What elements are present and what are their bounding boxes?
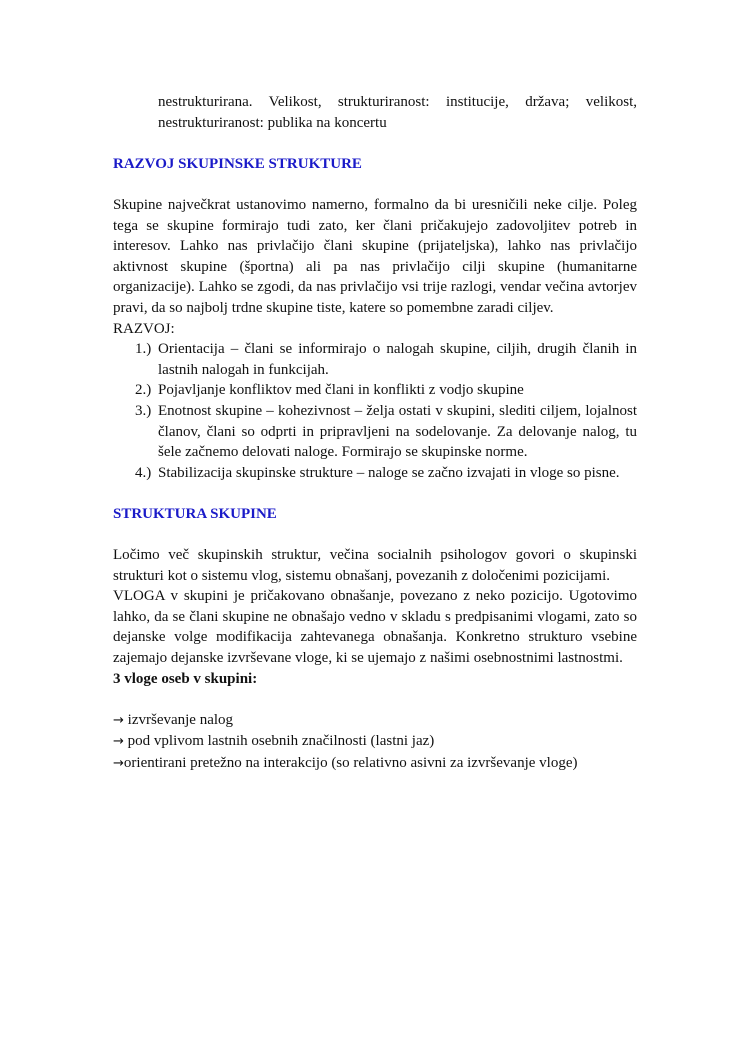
list-item: [113, 753, 637, 775]
list-text: Pojavljanje konfliktov med člani in konflikti z vodjo skupine: [158, 382, 524, 399]
arrow-right-icon: →: [113, 712, 124, 728]
arrow-right-icon: →: [113, 756, 124, 771]
list-item: [113, 401, 637, 463]
list-number: 2.): [135, 382, 152, 399]
list-item: [113, 463, 637, 484]
roles-title: 3 vloge oseb v skupini:: [113, 670, 258, 687]
roles-list: [113, 710, 637, 775]
list-text: pod vplivom lastnih osebnih značilnosti (lastni jaz): [123, 733, 435, 750]
razvoj-steps-list: [113, 339, 637, 483]
section-heading-razvoj: RAZVOJ SKUPINSKE STRUKTURE: [113, 155, 362, 172]
struktura-paragraph-1: Ločimo več skupinskih struktur, večina socialnih psihologov govori o skupinski strukturi kot o sistemu vlog, sistemu obnašanj, povezanih z določenimi pozicijami.: [113, 547, 637, 584]
list-item: [113, 710, 637, 732]
list-item: [113, 339, 637, 380]
list-item: [113, 380, 637, 401]
list-item: [113, 731, 637, 753]
list-number: 1.): [135, 341, 152, 358]
document-page: [113, 92, 637, 775]
list-number: 4.): [135, 464, 152, 481]
list-text: Enotnost skupine – kohezivnost – želja ostati v skupini, slediti ciljem, lojalnost članov, člani so odprti in pripravljeni na sodelovanje. Za delovanje nalog, tu šele začnemo delovati naloge. Formirajo se skupinske norme.: [158, 402, 637, 461]
list-text: Orientacija – člani se informirajo o nalogah skupine, ciljih, drugih članih in lastnih nalogah in funkcijah.: [158, 341, 637, 378]
continuation-paragraph: nestrukturirana. Velikost, strukturiranost: institucije, država; velikost, nestrukturiranost: publika na koncertu: [158, 94, 637, 131]
arrow-right-icon: →: [113, 734, 124, 750]
list-text: orientirani pretežno na interakcijo (so relativno asivni za izvrševanje vloge): [123, 755, 578, 771]
list-text: Stabilizacija skupinske strukture – naloge se začno izvajati in vloge so pisne.: [158, 464, 620, 481]
struktura-paragraph-2: VLOGA v skupini je pričakovano obnašanje, povezano z neko pozicijo. Ugotovimo lahko, da se člani skupine ne obnašajo vedno v skladu s predpisanimi vlogami, zato so dejanske volge modifikacija zahtevanega obnašanja. Konkretno strukturo vsebine zajemajo dejanske izvrševane vloge, ki se ujemajo z našimi osebnostnimi lastnostmi.: [113, 588, 637, 667]
list-number: 3.): [135, 402, 152, 419]
razvoj-list-label: RAZVOJ:: [113, 320, 175, 337]
list-text: izvrševanje nalog: [123, 711, 234, 728]
section-heading-struktura: STRUKTURA SKUPINE: [113, 505, 277, 522]
razvoj-paragraph: Skupine največkrat ustanovimo namerno, formalno da bi uresničili neke cilje. Poleg tega se skupine formirajo tudi zato, ker člani pričakujejo zadovoljitev potreb in interesov. Lahko nas privlačijo člani skupine (prijateljska), lahko nas privlačijo aktivnost skupine (športna) ali pa nas privlačijo cilji skupine (humanitarne organizacije). Lahko se zgodi, da nas privlačijo vsi trije razlogi, vendar večina avtorjev pravi, da so najbolj trdne skupine tiste, katere so pomembne zaradi ciljev.: [113, 196, 637, 316]
